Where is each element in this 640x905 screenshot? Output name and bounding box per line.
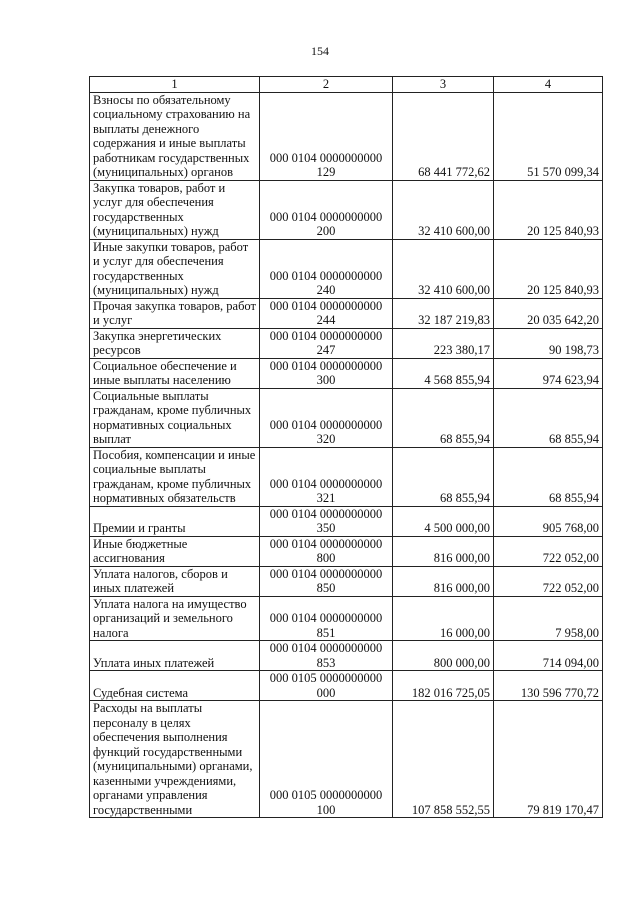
table-row [90,566,603,596]
row-code-cell: 000 0104 0000000000 321 [260,447,393,506]
table-row [90,506,603,536]
row-name-cell: Закупка энергетических ресурсов [90,328,260,358]
row-value-4-cell: 79 819 170,47 [494,701,603,818]
table-row [90,388,603,447]
row-name-cell: Судебная система [90,671,260,701]
row-value-4-cell: 7 958,00 [494,596,603,641]
row-name-cell: Прочая закупка товаров, работ и услуг [90,298,260,328]
table-row [90,641,603,671]
row-value-3-cell: 32 410 600,00 [393,239,494,298]
row-code-cell: 000 0104 0000000000 851 [260,596,393,641]
row-value-3-cell: 4 568 855,94 [393,358,494,388]
row-value-4-cell: 974 623,94 [494,358,603,388]
row-value-3-cell: 107 858 552,55 [393,701,494,818]
page-number: 154 [311,44,329,58]
row-name-cell: Социальные выплаты гражданам, кроме публичных нормативных социальных выплат [90,388,260,447]
row-name-cell: Уплата налога на имущество организаций и земельного налога [90,596,260,641]
row-value-4-cell: 68 855,94 [494,447,603,506]
table-row [90,358,603,388]
table-row [90,701,603,818]
row-value-3-cell: 223 380,17 [393,328,494,358]
table-row [90,239,603,298]
row-name-cell: Пособия, компенсации и иные социальные выплаты гражданам, кроме публичных нормативных обязательств [90,447,260,506]
row-name-cell: Иные закупки товаров, работ и услуг для обеспечения государственных (муниципальных) нужд [90,239,260,298]
row-value-3-cell: 4 500 000,00 [393,506,494,536]
row-value-3-cell: 32 187 219,83 [393,298,494,328]
table-row [90,298,603,328]
row-code-cell: 000 0104 0000000000 853 [260,641,393,671]
row-name-cell: Уплата налогов, сборов и иных платежей [90,566,260,596]
row-value-4-cell: 68 855,94 [494,388,603,447]
table-header-row [90,77,603,93]
row-value-4-cell: 51 570 099,34 [494,92,603,180]
row-value-4-cell: 905 768,00 [494,506,603,536]
row-name-cell: Взносы по обязательному социальному страхованию на выплаты денежного содержания и иные выплаты работникам государственных (муниципальных) органов [90,92,260,180]
row-value-3-cell: 16 000,00 [393,596,494,641]
row-value-4-cell: 722 052,00 [494,536,603,566]
row-name-cell: Расходы на выплаты персоналу в целях обеспечения выполнения функций государственными (муниципальными) органами, казенными учреждениями, органами управления государственными [90,701,260,818]
row-value-3-cell: 32 410 600,00 [393,180,494,239]
row-code-cell: 000 0104 0000000000 320 [260,388,393,447]
row-code-cell: 000 0104 0000000000 200 [260,180,393,239]
row-code-cell: 000 0104 0000000000 350 [260,506,393,536]
row-code-cell: 000 0104 0000000000 129 [260,92,393,180]
column-header-2: 2 [260,77,393,93]
row-value-3-cell: 816 000,00 [393,566,494,596]
row-name-cell: Закупка товаров, работ и услуг для обеспечения государственных (муниципальных) нужд [90,180,260,239]
row-name-cell: Социальное обеспечение и иные выплаты населению [90,358,260,388]
row-value-4-cell: 130 596 770,72 [494,671,603,701]
row-code-cell: 000 0105 0000000000 000 [260,671,393,701]
table-row [90,92,603,180]
row-code-cell: 000 0104 0000000000 300 [260,358,393,388]
row-value-3-cell: 68 855,94 [393,388,494,447]
budget-table [89,76,603,818]
row-value-3-cell: 182 016 725,05 [393,671,494,701]
row-value-4-cell: 90 198,73 [494,328,603,358]
table-row [90,180,603,239]
row-name-cell: Премии и гранты [90,506,260,536]
table-row [90,328,603,358]
table-row [90,536,603,566]
column-header-1: 1 [90,77,260,93]
row-value-4-cell: 20 125 840,93 [494,239,603,298]
column-header-4: 4 [494,77,603,93]
row-code-cell: 000 0104 0000000000 247 [260,328,393,358]
row-value-4-cell: 20 035 642,20 [494,298,603,328]
table-row [90,671,603,701]
row-code-cell: 000 0105 0000000000 100 [260,701,393,818]
row-value-3-cell: 68 855,94 [393,447,494,506]
row-value-4-cell: 722 052,00 [494,566,603,596]
row-value-3-cell: 68 441 772,62 [393,92,494,180]
table-row [90,447,603,506]
row-code-cell: 000 0104 0000000000 850 [260,566,393,596]
row-value-4-cell: 714 094,00 [494,641,603,671]
row-value-3-cell: 816 000,00 [393,536,494,566]
row-code-cell: 000 0104 0000000000 800 [260,536,393,566]
column-header-3: 3 [393,77,494,93]
row-code-cell: 000 0104 0000000000 240 [260,239,393,298]
row-value-3-cell: 800 000,00 [393,641,494,671]
row-name-cell: Уплата иных платежей [90,641,260,671]
table-row [90,596,603,641]
row-value-4-cell: 20 125 840,93 [494,180,603,239]
table-body [90,92,603,818]
row-name-cell: Иные бюджетные ассигнования [90,536,260,566]
row-code-cell: 000 0104 0000000000 244 [260,298,393,328]
